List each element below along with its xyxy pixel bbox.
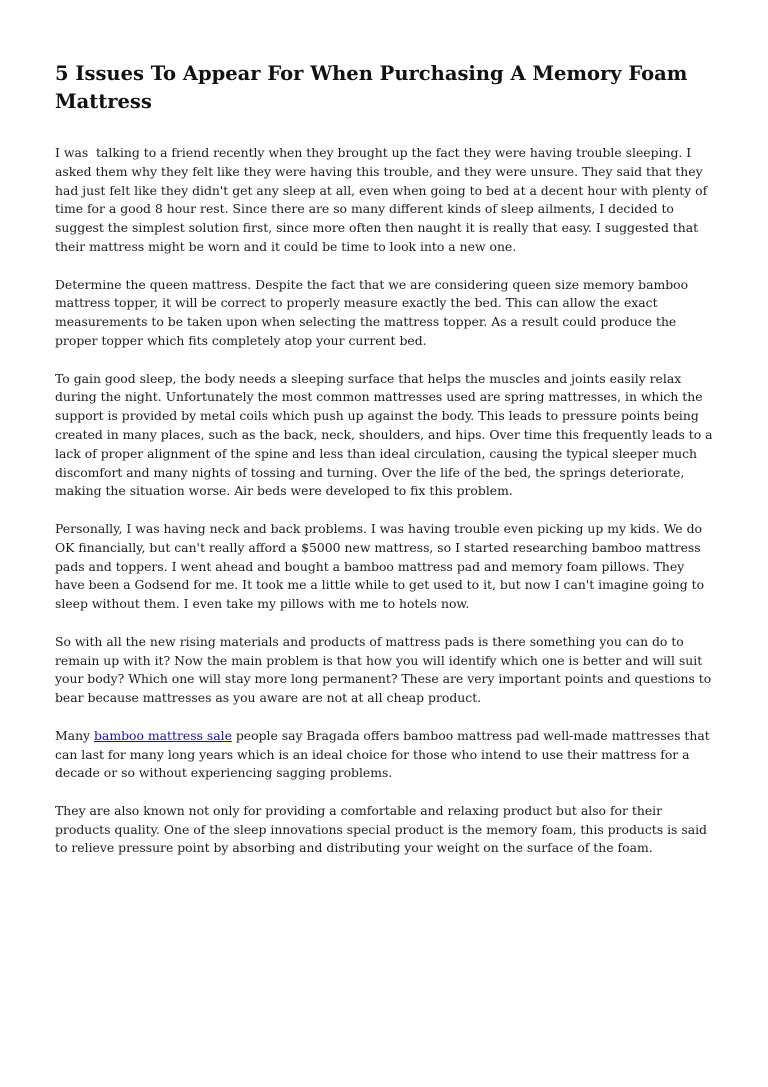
paragraph-4: Personally, I was having neck and back problems. I was having trouble even picking up my kids. We do OK financially, but can't really afford a $5000 new mattress, so I started researching bamboo mattress pads and toppers. I went ahead and bought a bamboo mattress pad and memory foam pillows. They have been a Godsend for me. It took me a little while to get used to it, but now I can't imagine going to sleep without them. I even take my pillows with me to hotels now. bbox=[55, 520, 709, 612]
paragraph-3: To gain good sleep, the body needs a sleeping surface that helps the muscles and joints easily relax during the night. Unfortunately the most common mattresses used are spring mattresses, in which the support is provided by metal coils which push up against the body. This leads to pressure points being created in many places, such as the back, neck, shoulders, and hips. Over time this frequently leads to a lack of proper alignment of the spine and less than ideal circulation, causing the typical sleeper much discomfort and many nights of tossing and turning. Over the life of the bed, the springs deteriorate, making the situation worse. Air beds were developed to fix this problem. bbox=[55, 370, 717, 499]
paragraph-1: I was talking to a friend recently when they brought up the fact they were having trouble sleeping. I asked them why they felt like they were having this trouble, and they were unsure. They said that they had just felt like they didn't get any sleep at all, even when going to bed at a decent hour with plenty of time for a good 8 hour rest. Since there are so many different kinds of sleep ailments, I decided to suggest the simplest solution first, since more often then naught it is really that easy. I suggested that their mattress might be worn and it could be time to look into a new one. bbox=[55, 145, 712, 254]
paragraph-6 bbox=[55, 727, 715, 783]
document-title: 5 Issues To Appear For When Purchasing A Memory Foam Mattress bbox=[55, 62, 688, 113]
bamboo-mattress-sale-link[interactable]: bamboo mattress sale bbox=[94, 727, 232, 743]
paragraph-6-lead: Many bbox=[55, 727, 94, 743]
paragraph-7: They are also known not only for providing a comfortable and relaxing product but also for their products quality. One of the sleep innovations special product is the memory foam, this products is said to relieve pressure point by absorbing and distributing your weight on the surface of the foam. bbox=[55, 802, 711, 856]
paragraph-5: So with all the new rising materials and products of mattress pads is there something you can do to remain up with it? Now the main problem is that how you will identify which one is better and will suit your body? Which one will stay more long permanent? These are very important points and questions to bear because mattresses as you aware are not at all cheap product. bbox=[55, 633, 716, 706]
paragraph-2: Determine the queen mattress. Despite the fact that we are considering queen size memory bamboo mattress topper, it will be correct to properly measure exactly the bed. This can allow the exact measurements to be taken upon when selecting the mattress topper. As a result could produce the proper topper which fits completely atop your current bed. bbox=[55, 276, 693, 348]
paragraph-6-rest: people say Bragada offers bamboo mattress pad well-made mattresses that can last for many long years which is an ideal choice for those who intend to use their mattress for a decade or so without experiencing sagging problems. bbox=[55, 727, 714, 781]
document-page bbox=[55, 60, 715, 877]
